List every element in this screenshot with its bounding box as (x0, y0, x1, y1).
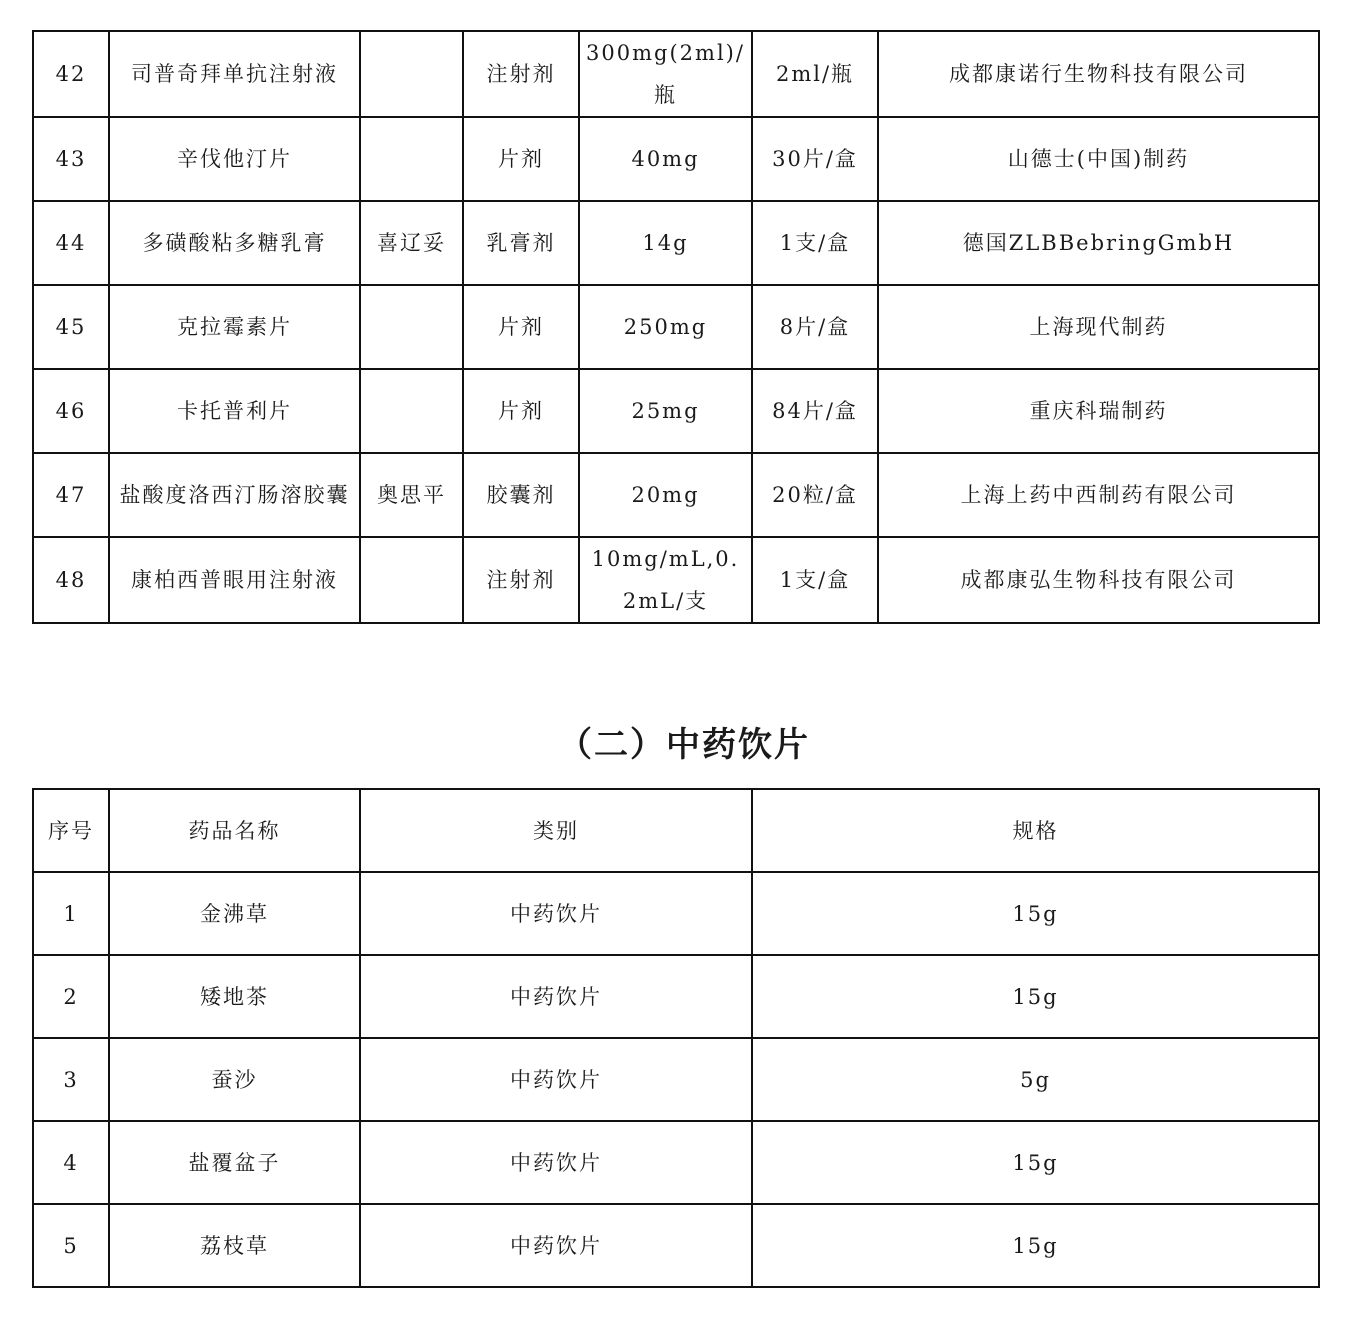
dosage-form-cell: 注射剂 (463, 537, 579, 623)
drug-name-cell: 克拉霉素片 (109, 285, 360, 369)
drug-name-cell: 盐覆盆子 (109, 1121, 360, 1204)
trade-name-cell (360, 369, 463, 453)
drug-name-cell: 多磺酸粘多糖乳膏 (109, 201, 360, 285)
strength-cell: 300mg(2ml)/瓶 (579, 31, 752, 117)
manufacturer-cell: 成都康弘生物科技有限公司 (878, 537, 1319, 623)
table-row (33, 453, 1319, 537)
drug-name-cell: 卡托普利片 (109, 369, 360, 453)
serial-number-cell: 42 (33, 31, 109, 117)
dosage-form-cell: 片剂 (463, 285, 579, 369)
herbal-slices-table (32, 788, 1320, 1288)
trade-name-cell (360, 117, 463, 201)
specification-cell: 15g (752, 955, 1319, 1038)
category-cell: 中药饮片 (360, 1038, 752, 1121)
strength-cell: 20mg (579, 453, 752, 537)
specification-cell: 15g (752, 872, 1319, 955)
strength-cell: 25mg (579, 369, 752, 453)
serial-number-cell: 2 (33, 955, 109, 1038)
dosage-form-cell: 片剂 (463, 117, 579, 201)
trade-name-cell (360, 31, 463, 117)
serial-number-cell: 1 (33, 872, 109, 955)
serial-number-cell: 43 (33, 117, 109, 201)
category-cell: 中药饮片 (360, 872, 752, 955)
package-cell: 20粒/盒 (752, 453, 878, 537)
dosage-form-cell: 乳膏剂 (463, 201, 579, 285)
trade-name-cell: 奥思平 (360, 453, 463, 537)
trade-name-cell (360, 285, 463, 369)
drug-name-cell: 矮地茶 (109, 955, 360, 1038)
dosage-form-cell: 注射剂 (463, 31, 579, 117)
section-title: （二）中药饮片 (558, 725, 810, 765)
table-row (33, 285, 1319, 369)
category-cell: 中药饮片 (360, 1121, 752, 1204)
table-row (33, 117, 1319, 201)
manufacturer-cell: 成都康诺行生物科技有限公司 (878, 31, 1319, 117)
package-cell: 1支/盒 (752, 201, 878, 285)
manufacturer-cell: 上海现代制药 (878, 285, 1319, 369)
western-drug-table (32, 30, 1320, 624)
serial-number-cell: 4 (33, 1121, 109, 1204)
drug-name-cell: 荔枝草 (109, 1204, 360, 1287)
specification-cell: 5g (752, 1038, 1319, 1121)
table-row (33, 201, 1319, 285)
manufacturer-cell: 山德士(中国)制药 (878, 117, 1319, 201)
herbal-slices-table-body (33, 872, 1319, 1287)
dosage-form-cell: 胶囊剂 (463, 453, 579, 537)
trade-name-cell: 喜辽妥 (360, 201, 463, 285)
package-cell: 30片/盒 (752, 117, 878, 201)
specification-cell: 15g (752, 1204, 1319, 1287)
drug-name-cell: 蚕沙 (109, 1038, 360, 1121)
header-specification: 规格 (752, 789, 1319, 872)
manufacturer-cell: 上海上药中西制药有限公司 (878, 453, 1319, 537)
drug-name-cell: 盐酸度洛西汀肠溶胶囊 (109, 453, 360, 537)
package-cell: 2ml/瓶 (752, 31, 878, 117)
header-serial-number: 序号 (33, 789, 109, 872)
drug-name-cell: 辛伐他汀片 (109, 117, 360, 201)
manufacturer-cell: 重庆科瑞制药 (878, 369, 1319, 453)
strength-cell: 40mg (579, 117, 752, 201)
table-row (33, 1121, 1319, 1204)
category-cell: 中药饮片 (360, 1204, 752, 1287)
serial-number-cell: 5 (33, 1204, 109, 1287)
serial-number-cell: 46 (33, 369, 109, 453)
strength-cell: 10mg/mL,0.2mL/支 (579, 537, 752, 623)
table-row (33, 955, 1319, 1038)
header-drug-name: 药品名称 (109, 789, 360, 872)
strength-cell: 250mg (579, 285, 752, 369)
table-row (33, 537, 1319, 623)
category-cell: 中药饮片 (360, 955, 752, 1038)
package-cell: 84片/盒 (752, 369, 878, 453)
serial-number-cell: 44 (33, 201, 109, 285)
serial-number-cell: 48 (33, 537, 109, 623)
serial-number-cell: 45 (33, 285, 109, 369)
package-cell: 8片/盒 (752, 285, 878, 369)
trade-name-cell (360, 537, 463, 623)
drug-name-cell: 康柏西普眼用注射液 (109, 537, 360, 623)
western-drug-table-body (33, 31, 1319, 623)
table-row (33, 31, 1319, 117)
table-row (33, 1204, 1319, 1287)
table-row (33, 1038, 1319, 1121)
package-cell: 1支/盒 (752, 537, 878, 623)
table-header-row (33, 789, 1319, 872)
strength-cell: 14g (579, 201, 752, 285)
header-category: 类别 (360, 789, 752, 872)
table-row (33, 369, 1319, 453)
drug-name-cell: 司普奇拜单抗注射液 (109, 31, 360, 117)
drug-name-cell: 金沸草 (109, 872, 360, 955)
serial-number-cell: 47 (33, 453, 109, 537)
manufacturer-cell: 德国ZLBBebringGmbH (878, 201, 1319, 285)
table-row (33, 872, 1319, 955)
serial-number-cell: 3 (33, 1038, 109, 1121)
specification-cell: 15g (752, 1121, 1319, 1204)
dosage-form-cell: 片剂 (463, 369, 579, 453)
